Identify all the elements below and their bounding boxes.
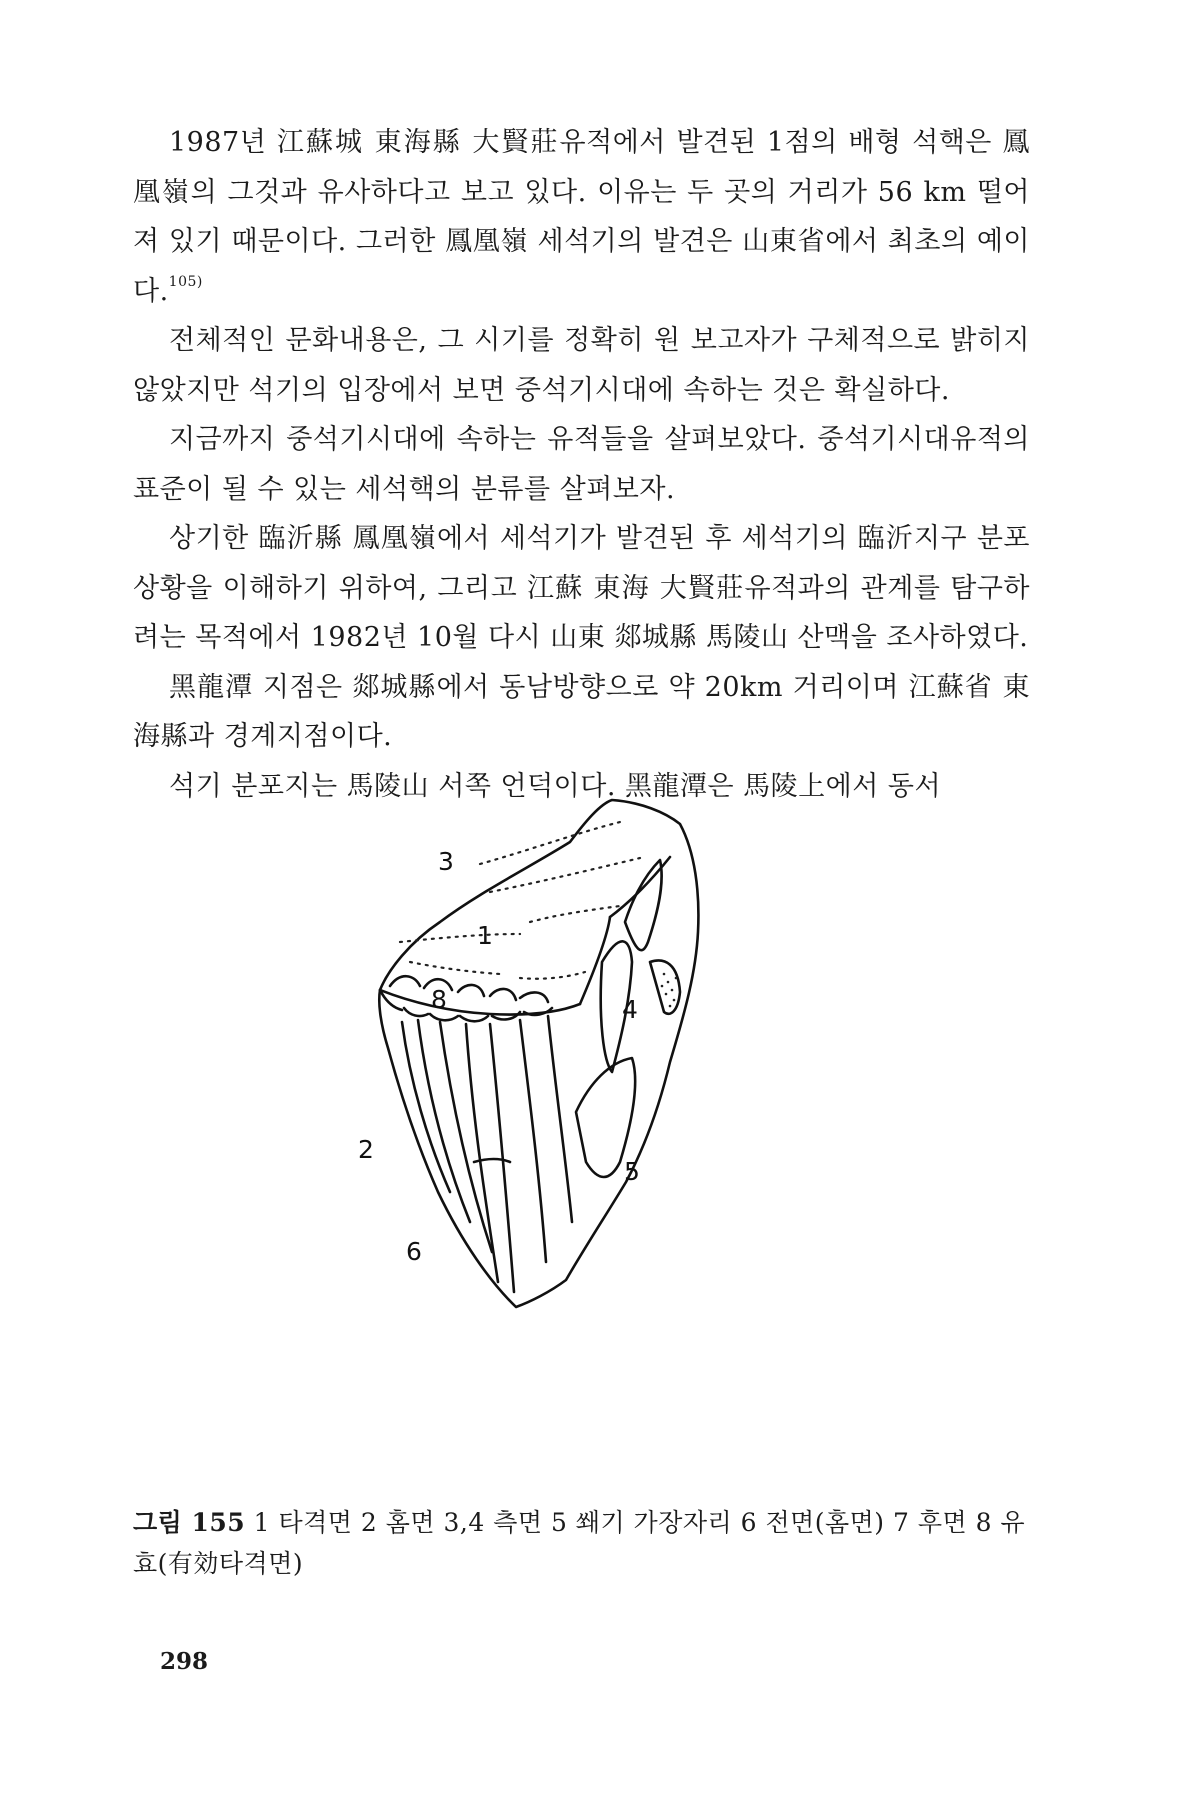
stone-core-drawing [358,847,830,1462]
figure-caption [133,1502,1030,1584]
figure-label-2: 2 [358,1135,374,1164]
paragraph-2: 전체적인 문화내용은, 그 시기를 정확히 원 보고자가 구체적으로 밝히지 않았지만 석기의 입장에서 보면 중석기시대에 속하는 것은 확실하다. [133,325,1030,406]
paragraph-6: 석기 분포지는 馬陵山 서쪽 언덕이다. 黑龍潭은 馬陵上에서 동서 [169,770,942,802]
figure-label-4: 4 [622,995,638,1024]
paragraph-5: 黑龍潭 지점은 郯城縣에서 동남방향으로 약 20km 거리이며 江蘇省 東海縣과 경계지점이다. [133,671,1030,752]
caption-text: 1 타격면 2 홈면 3,4 측면 5 쐐기 가장자리 6 전면(홈면) 7 후면 8 유효(有効타격면) [133,1508,1026,1578]
figure-label-6: 6 [406,1237,422,1266]
paragraph-1: 1987년 江蘇城 東海縣 大賢莊유적에서 발견된 1점의 배형 석핵은 鳳凰嶺의 그것과 유사하다고 보고 있다. 이유는 두 곳의 거리가 56 km 떨어져 있기 때문이다. 그러한 鳳凰嶺 세석기의 발견은 山東省에서 최초의 예이다.$^{105)}$ [133,127,1030,307]
figure-label-5: 5 [624,1157,640,1186]
body-text [133,118,1030,811]
caption-lead: 그림 155 [133,1508,246,1537]
figure-label-1: 1 [477,921,493,950]
core-outline [379,800,698,1307]
figure-label-8: 8 [431,985,447,1014]
stone-core-illustration [358,847,830,1462]
figure-label-3: 3 [438,847,454,876]
paragraph-3: 지금까지 중석기시대에 속하는 유적들을 살펴보았다. 중석기시대유적의 표준이 될 수 있는 세석핵의 분류를 살펴보자. [133,424,1030,505]
footnote-reference: 105) [168,273,203,290]
page-number: 298 [160,1648,209,1675]
paragraph-4: 상기한 臨沂縣 鳳凰嶺에서 세석기가 발견된 후 세석기의 臨沂지구 분포상황을 이해하기 위하여, 그리고 江蘇 東海 大賢莊유적과의 관계를 탐구하려는 목적에서 1982년 10월 다시 山東 郯城縣 馬陵山 산맥을 조사하였다. [133,523,1030,653]
